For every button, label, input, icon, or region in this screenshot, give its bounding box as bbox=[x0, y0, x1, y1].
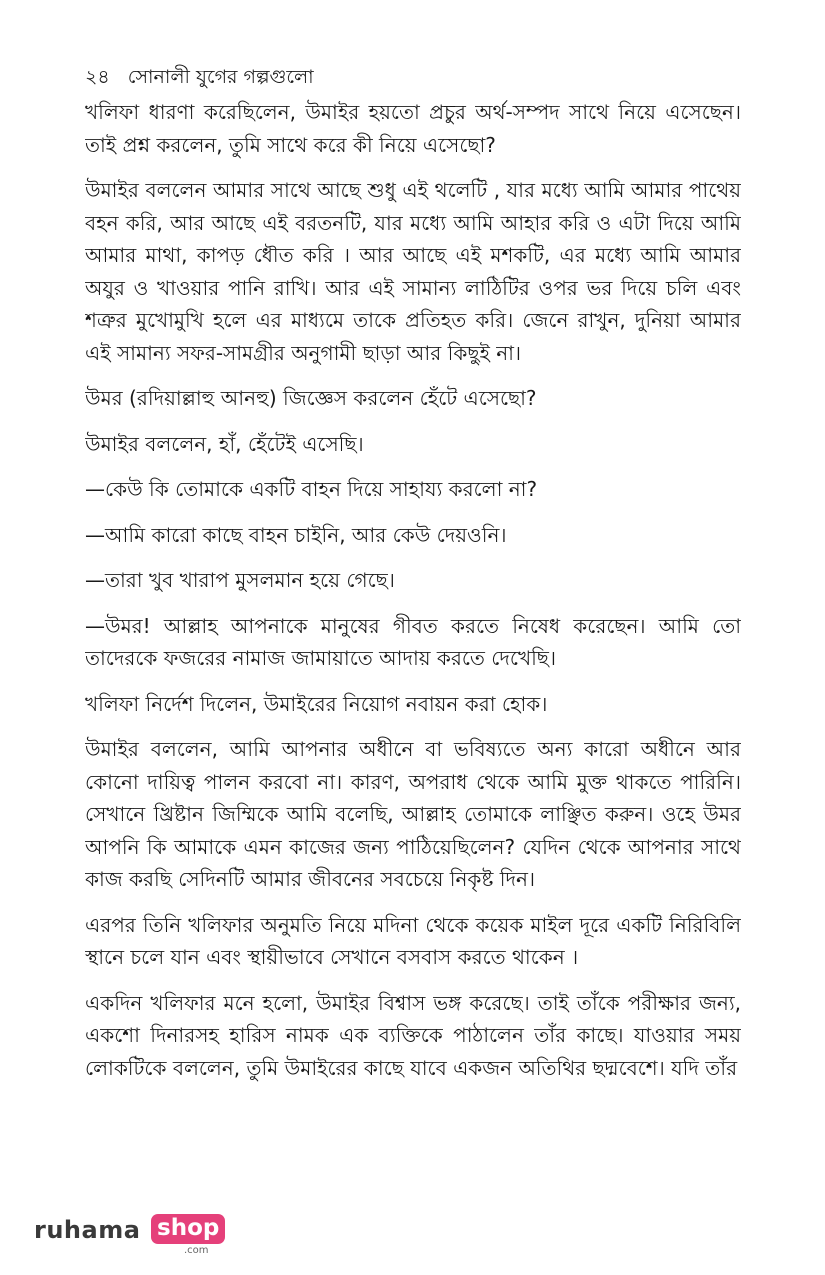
page-number: ২৪ bbox=[85, 66, 110, 88]
dialogue-line-1: —কেউ কি তোমাকে একটি বাহন দিয়ে সাহায্য করলো না? bbox=[85, 477, 538, 501]
paragraph-4: উমাইর বললেন, হাঁ, হেঁটেই এসেছি। bbox=[85, 431, 364, 456]
running-header bbox=[85, 62, 741, 96]
paragraph-11: এরপর তিনি খলিফার অনুমতি নিয়ে মদিনা থেকে কয়েক মাইল দূরে একটি নিরিবিলি স্থানে চলে যান এবং স্থায়ীভাবে সেখানে বসবাস করতে থাকেন । bbox=[85, 912, 741, 969]
paragraph-2: উমাইর বললেন আমার সাথে আছে শুধু এই থলেটি , যার মধ্যে আমি আমার পাথেয় বহন করি, আর আছে এই বরতনটি, যার মধ্যে আমি আহার করি ও এটা দিয়ে আমি আমার মাথা, কাপড় ধৌত করি । আর আছে এই মশকটি, এর মধ্যে আমি আমার অযুর ও খাওয়ার পানি রাখি। আর এই সামান্য লাঠিটির ওপর ভর দিয়ে চলি এবং শত্রুর মুখোমুখি হলে এর মাধ্যমে তাকে প্রতিহত করি। জেনে রাখুন, দুনিয়া আমার এই সামান্য সফর-সামগ্রীর অনুগামী ছাড়া আর কিছুই না। bbox=[85, 178, 741, 365]
dialogue-line-4: —উমর! আল্লাহ আপনাকে মানুষের গীবত করতে নিষেধ করেছেন। আমি তো তাদেরকে ফজরের নামাজ জামায়াতে আদায় করতে দেখেছি। bbox=[85, 613, 741, 670]
logo-domain-suffix: .com bbox=[184, 1245, 209, 1256]
paragraph-1: খলিফা ধারণা করেছিলেন, উমাইর হয়তো প্রচুর অর্থ-সম্পদ সাথে নিয়ে এসেছেন। তাই প্রশ্ন করলেন, তুমি সাথে করে কী নিয়ে এসেছো? bbox=[85, 100, 741, 157]
paragraph-9: খলিফা নির্দেশ দিলেন, উমাইরের নিয়োগ নবায়ন করা হোক। bbox=[85, 691, 548, 716]
paragraph-12: একদিন খলিফার মনে হলো, উমাইর বিশ্বাস ভঙ্গ করেছে। তাই তাঁকে পরীক্ষার জন্য, একশো দিনারসহ হারিস নামক এক ব্যক্তিকে পাঠালেন তাঁর কাছে। যাওয়ার সময় লোকটিকে বললেন, তুমি উমাইরের কাছে যাবে একজন অতিথির ছদ্মবেশে। যদি তাঁর bbox=[85, 990, 741, 1080]
logo-text-ruhama: ruhama bbox=[34, 1216, 141, 1244]
dialogue-line-2: —আমি কারো কাছে বাহন চাইনি, আর কেউ দেয়ওনি। bbox=[85, 522, 507, 547]
book-page bbox=[85, 62, 741, 1202]
logo-text-shop: shop bbox=[151, 1214, 225, 1244]
paragraph-3: উমর (রদিয়াল্লাহু আনহু) জিজ্ঞেস করলেন হেঁটে এসেছো? bbox=[85, 386, 537, 410]
paragraph-10: উমাইর বললেন, আমি আপনার অধীনে বা ভবিষ্যতে অন্য কারো অধীনে আর কোনো দায়িত্ব পালন করবো না। কারণ, অপরাধ থেকে আমি মুক্ত থাকতে পারিনি। সেখানে খ্রিষ্টান জিম্মিকে আমি বলেছি, আল্লাহ তোমাকে লাঞ্ছিত করুন। ওহে উমর আপনি কি আমাকে এমন কাজের জন্য পাঠিয়েছিলেন? যেদিন থেকে আপনার সাথে কাজ করছি সেদিনটি আমার জীবনের সবচেয়ে নিকৃষ্ট দিন। bbox=[85, 737, 741, 891]
book-title: সোনালী যুগের গল্পগুলো bbox=[127, 66, 314, 88]
dialogue-line-3: —তারা খুব খারাপ মুসলমান হয়ে গেছে। bbox=[85, 568, 395, 592]
ruhamashop-logo bbox=[34, 1210, 234, 1260]
